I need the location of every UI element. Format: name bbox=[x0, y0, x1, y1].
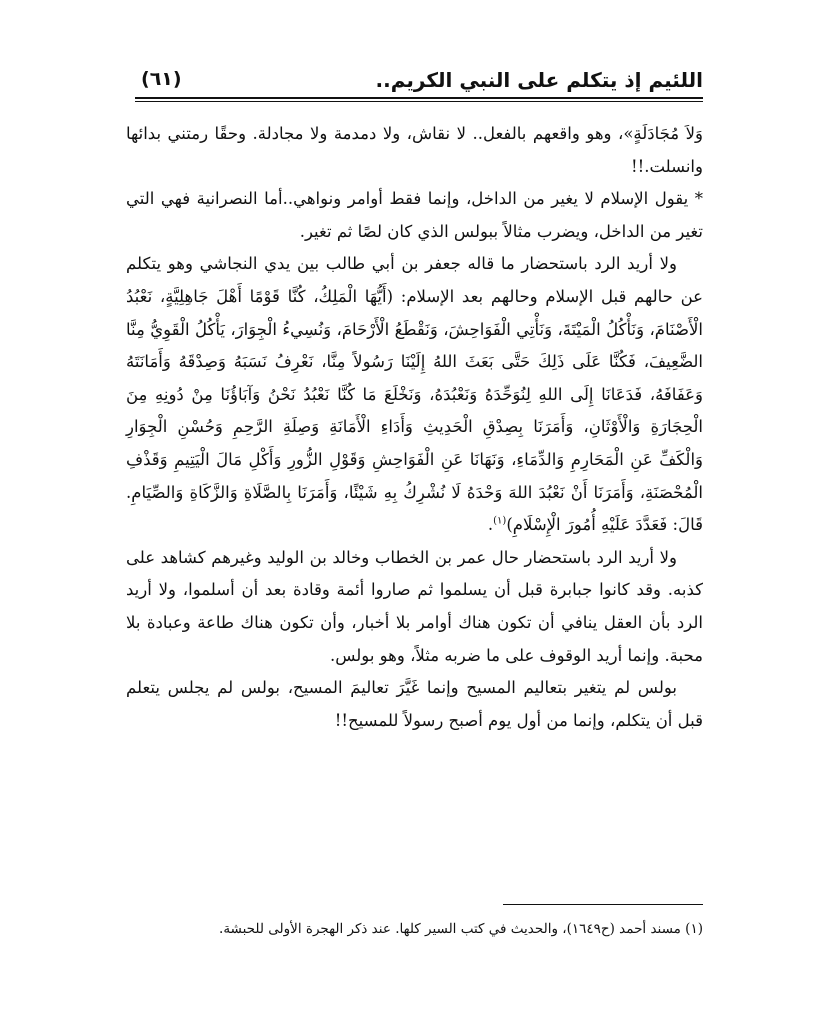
page-number: (٦١) bbox=[141, 68, 182, 90]
paragraph-3-end: . bbox=[487, 515, 494, 535]
header-rule-thick bbox=[135, 97, 703, 99]
footnote-separator bbox=[503, 904, 703, 905]
running-title: اللئيم إذ يتكلم على النبي الكريم.. bbox=[375, 68, 703, 92]
jafar-speech-quote: (أَيُّهَا الْمَلِكُ، كُنَّا قَوْمًا أَهْلَ جَاهِلِيَّةٍ، نَعْبُدُ الْأَصْنَامَ، وَنَأْكُلُ الْمَيْتَةَ، وَنَأْتِي الْفَوَاحِشَ، وَنَقْطَعُ الْأَرْحَامَ، وَنُسِيءُ الْجِوَارَ، يَأْكُلُ الْقَوِيُّ مِنَّا الضَّعِيفَ، فَكُنَّا عَلَى ذَلِكَ حَتَّى بَعَثَ اللهُ إِلَيْنَا رَسُولاً مِنَّا، نَعْرِفُ نَسَبَهُ وَصِدْقَهُ وَأَمَانَتَهُ وَعَفَافَهُ، فَدَعَانَا إِلَى اللهِ لِنُوَحِّدَهُ وَنَعْبُدَهُ، وَنَخْلَعَ مَا كُنَّا نَعْبُدُ نَحْنُ وَآبَاؤُنَا مِنْ دُونِهِ مِنَ الْحِجَارَةِ وَالْأَوْثَانِ، وَأَمَرَنَا بِصِدْقِ الْحَدِيثِ وَأَدَاءِ الْأَمَانَةِ وَصِلَةِ الرَّحِمِ وَحُسْنِ الْجِوَارِ وَالْكَفِّ عَنِ الْمَحَارِمِ وَالدِّمَاءِ، وَنَهَانَا عَنِ الْفَوَاحِشِ وَقَوْلِ الزُّورِ وَأَكْلِ مَالَ الْيَتِيمِ وَقَذْفِ الْمُحْصَنَةِ، وَأَمَرَنَا أَنْ نَعْبُدَ اللهَ وَحْدَهُ لَا نُشْرِكُ بِهِ شَيْئًا، وَأَمَرَنَا بِالصَّلَاةِ وَالزَّكَاةِ وَالصِّيَامِ. قَالَ: فَعَدَّدَ عَلَيْهِ أُمُورَ الْإِسْلَامِ) bbox=[126, 286, 703, 535]
paragraph-2: * يقول الإسلام لا يغير من الداخل، وإنما فقط أوامر ونواهي..أما النصرانية فهي التي تغير من الداخل، ويضرب مثالاً ببولس الذي كان لصًا ثم تغير. bbox=[126, 189, 703, 241]
header-rule-thin bbox=[135, 101, 703, 102]
footnote: (١) مسند أحمد (ح١٦٤٩)، والحديث في كتب السير كلها. عند ذكر الهجرة الأولى للحبشة. bbox=[219, 921, 703, 937]
paragraph-1: وَلاَ مُجَادَلَةٍ»، وهو واقعهم بالفعل.. لا نقاش، ولا دمدمة ولا مجادلة. وحقًا رمتني بدائها وانسلت.!! bbox=[126, 124, 703, 176]
footnote-reference[interactable]: (١) bbox=[493, 515, 507, 527]
paragraph-4: ولا أريد الرد باستحضار حال عمر بن الخطاب وخالد بن الوليد وغيرهم كشاهد على كذبه. وقد كانوا جبابرة قبل أن يسلموا ثم صاروا أئمة وقادة بعد أن أسلموا، ولا أريد الرد بأن العقل ينافي أن تكون هناك أوامر بلا أخبار، وأن تكون هناك طاعة وعبادة بلا محبة. وإنما أريد الوقوف على ما ضربه مثلاً، وهو بولس. bbox=[126, 547, 703, 665]
paragraph-5: بولس لم يتغير بتعاليم المسيح وإنما غَيَّرَ تعاليمَ المسيح، بولس لم يجلس يتعلم قبل أن يتكلم، وإنما من أول يوم أصبح رسولاً للمسيح!! bbox=[126, 678, 703, 730]
main-text bbox=[126, 118, 703, 737]
running-header bbox=[135, 66, 703, 100]
paragraph-3-intro: ولا أريد الرد باستحضار ما قاله جعفر بن أبي طالب بين يدي النجاشي وهو يتكلم عن حالهم قبل الإسلام وحالهم بعد الإسلام: bbox=[126, 254, 704, 306]
paragraph-3 bbox=[126, 248, 703, 541]
